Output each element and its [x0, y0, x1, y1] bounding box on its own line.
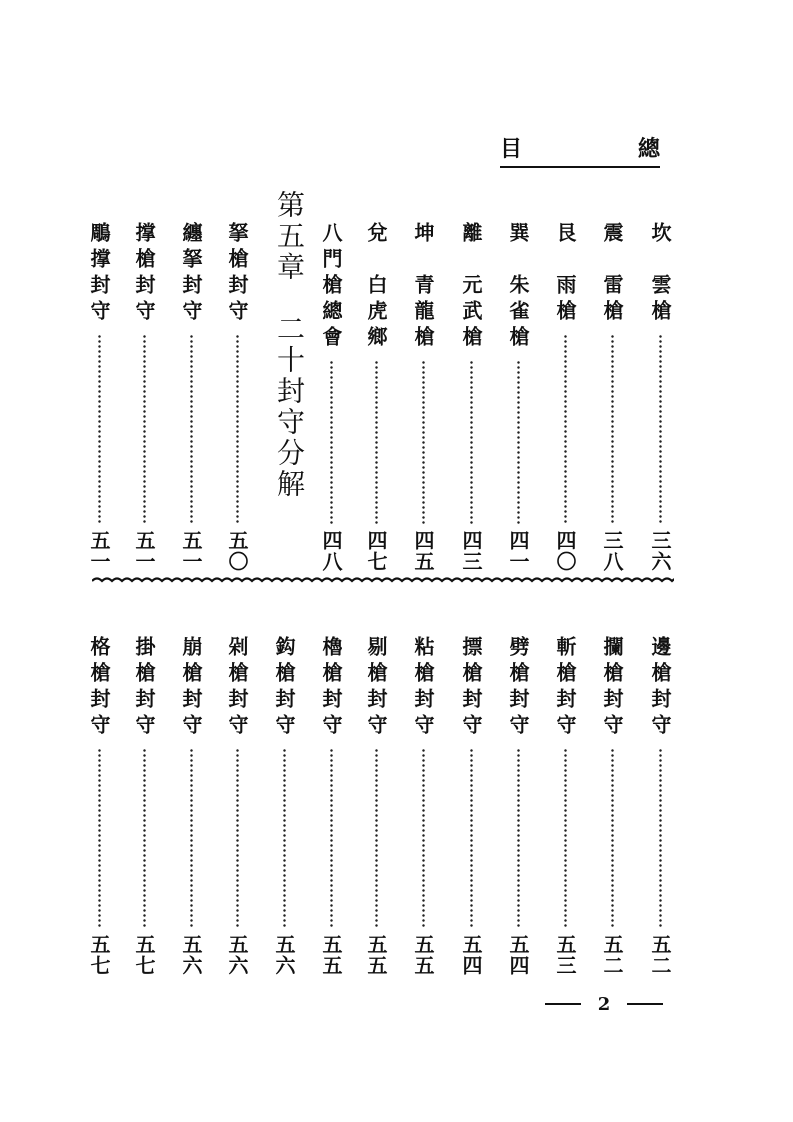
- dot-leader: [659, 334, 662, 524]
- dot-leader: [611, 334, 614, 524]
- entry-page: 五一: [179, 530, 203, 572]
- entry-title: 艮 雨槍: [553, 222, 577, 326]
- dot-leader: [422, 748, 425, 928]
- toc-entry: [271, 636, 297, 976]
- toc-entry: [131, 636, 157, 976]
- entry-title: 格槍封守: [87, 636, 111, 740]
- header-rule: [500, 166, 660, 168]
- dot-leader: [564, 748, 567, 928]
- dot-leader: [330, 360, 333, 524]
- toc-entry: [131, 222, 157, 572]
- entry-page: 五五: [319, 934, 343, 976]
- dot-leader: [236, 334, 239, 524]
- entry-title: 拏槍封守: [225, 222, 249, 326]
- entry-title: 鵰撑封守: [87, 222, 111, 326]
- entry-title: 撑槍封守: [132, 222, 156, 326]
- entry-page: 五三: [553, 934, 577, 976]
- entry-page: 四五: [411, 530, 435, 572]
- entry-page: 四三: [459, 530, 483, 572]
- entry-page: 五五: [364, 934, 388, 976]
- wavy-separator: [92, 574, 674, 588]
- entry-page: 四七: [364, 530, 388, 572]
- dot-leader: [470, 748, 473, 928]
- toc-entry: [224, 222, 250, 572]
- dot-leader: [98, 748, 101, 928]
- entry-title: 震 雷槍: [600, 222, 624, 326]
- dot-leader: [517, 360, 520, 524]
- entry-title: 離 元武槍: [459, 222, 483, 352]
- entry-page: 五二: [600, 934, 624, 976]
- entry-title: 粘槍封守: [411, 636, 435, 740]
- entry-title: 坎 雲槍: [648, 222, 672, 326]
- header-char-right: 總: [637, 136, 660, 162]
- toc-entry: [599, 222, 625, 572]
- entry-page: 四八: [319, 530, 343, 572]
- toc-entry: [552, 636, 578, 976]
- entry-page: 五二: [648, 934, 672, 976]
- entry-page: 四〇: [553, 530, 577, 572]
- entry-title: 櫓槍封守: [319, 636, 343, 740]
- page-header: [500, 132, 660, 172]
- chapter-heading: 第五章 二十封守分解: [273, 190, 306, 500]
- toc-entry: [647, 222, 673, 572]
- toc-entry: [178, 222, 204, 572]
- toc-entry: [552, 222, 578, 572]
- entry-page: 五六: [225, 934, 249, 976]
- dot-leader: [330, 748, 333, 928]
- entry-page: 五〇: [225, 530, 249, 572]
- toc-entry: [86, 222, 112, 572]
- page-number: 2: [597, 993, 611, 1015]
- toc-entry: [363, 636, 389, 976]
- page-footer: [545, 992, 663, 1016]
- entry-page: 三六: [648, 530, 672, 572]
- dot-leader: [375, 748, 378, 928]
- entry-page: 五五: [411, 934, 435, 976]
- dot-leader: [517, 748, 520, 928]
- entry-page: 五四: [506, 934, 530, 976]
- entry-title: 掛槍封守: [132, 636, 156, 740]
- toc-entry: [178, 636, 204, 976]
- entry-page: 三八: [600, 530, 624, 572]
- entry-page: 五一: [132, 530, 156, 572]
- toc-entry: [224, 636, 250, 976]
- entry-title: 剁槍封守: [225, 636, 249, 740]
- toc-entry: [363, 222, 389, 572]
- dot-leader: [283, 748, 286, 928]
- entry-title: 坤 青龍槍: [411, 222, 435, 352]
- entry-page: 四一: [506, 530, 530, 572]
- dot-leader: [564, 334, 567, 524]
- dot-leader: [659, 748, 662, 928]
- entry-page: 五六: [179, 934, 203, 976]
- toc-entry: [599, 636, 625, 976]
- toc-entry: [410, 222, 436, 572]
- dot-leader: [190, 334, 193, 524]
- entry-page: 五七: [132, 934, 156, 976]
- dot-leader: [236, 748, 239, 928]
- entry-title: 攔槍封守: [600, 636, 624, 740]
- entry-title: 纏拏封守: [179, 222, 203, 326]
- entry-title: 剔槍封守: [364, 636, 388, 740]
- toc-entry: [318, 636, 344, 976]
- entry-title: 巽 朱雀槍: [506, 222, 530, 352]
- dot-leader: [470, 360, 473, 524]
- header-char-left: 目: [500, 136, 523, 162]
- entry-title: 八門槍總會: [319, 222, 343, 352]
- footer-rule-right: [627, 1003, 663, 1005]
- dot-leader: [190, 748, 193, 928]
- entry-title: 邊槍封守: [648, 636, 672, 740]
- toc-entry: [647, 636, 673, 976]
- dot-leader: [98, 334, 101, 524]
- toc-entry: [86, 636, 112, 976]
- footer-rule-left: [545, 1003, 581, 1005]
- toc-entry: [505, 222, 531, 572]
- entry-page: 五七: [87, 934, 111, 976]
- toc-entry: [410, 636, 436, 976]
- dot-leader: [143, 748, 146, 928]
- entry-page: 五一: [87, 530, 111, 572]
- toc-entry: [318, 222, 344, 572]
- entry-title: 崩槍封守: [179, 636, 203, 740]
- dot-leader: [143, 334, 146, 524]
- dot-leader: [422, 360, 425, 524]
- toc-entry: [505, 636, 531, 976]
- toc-entry: [458, 636, 484, 976]
- entry-title: 劈槍封守: [506, 636, 530, 740]
- entry-title: 兌 白虎鄉: [364, 222, 388, 352]
- entry-title: 鈎槍封守: [272, 636, 296, 740]
- entry-title: 摽槍封守: [459, 636, 483, 740]
- entry-page: 五四: [459, 934, 483, 976]
- toc-entry: [458, 222, 484, 572]
- dot-leader: [611, 748, 614, 928]
- entry-title: 斬槍封守: [553, 636, 577, 740]
- entry-page: 五六: [272, 934, 296, 976]
- dot-leader: [375, 360, 378, 524]
